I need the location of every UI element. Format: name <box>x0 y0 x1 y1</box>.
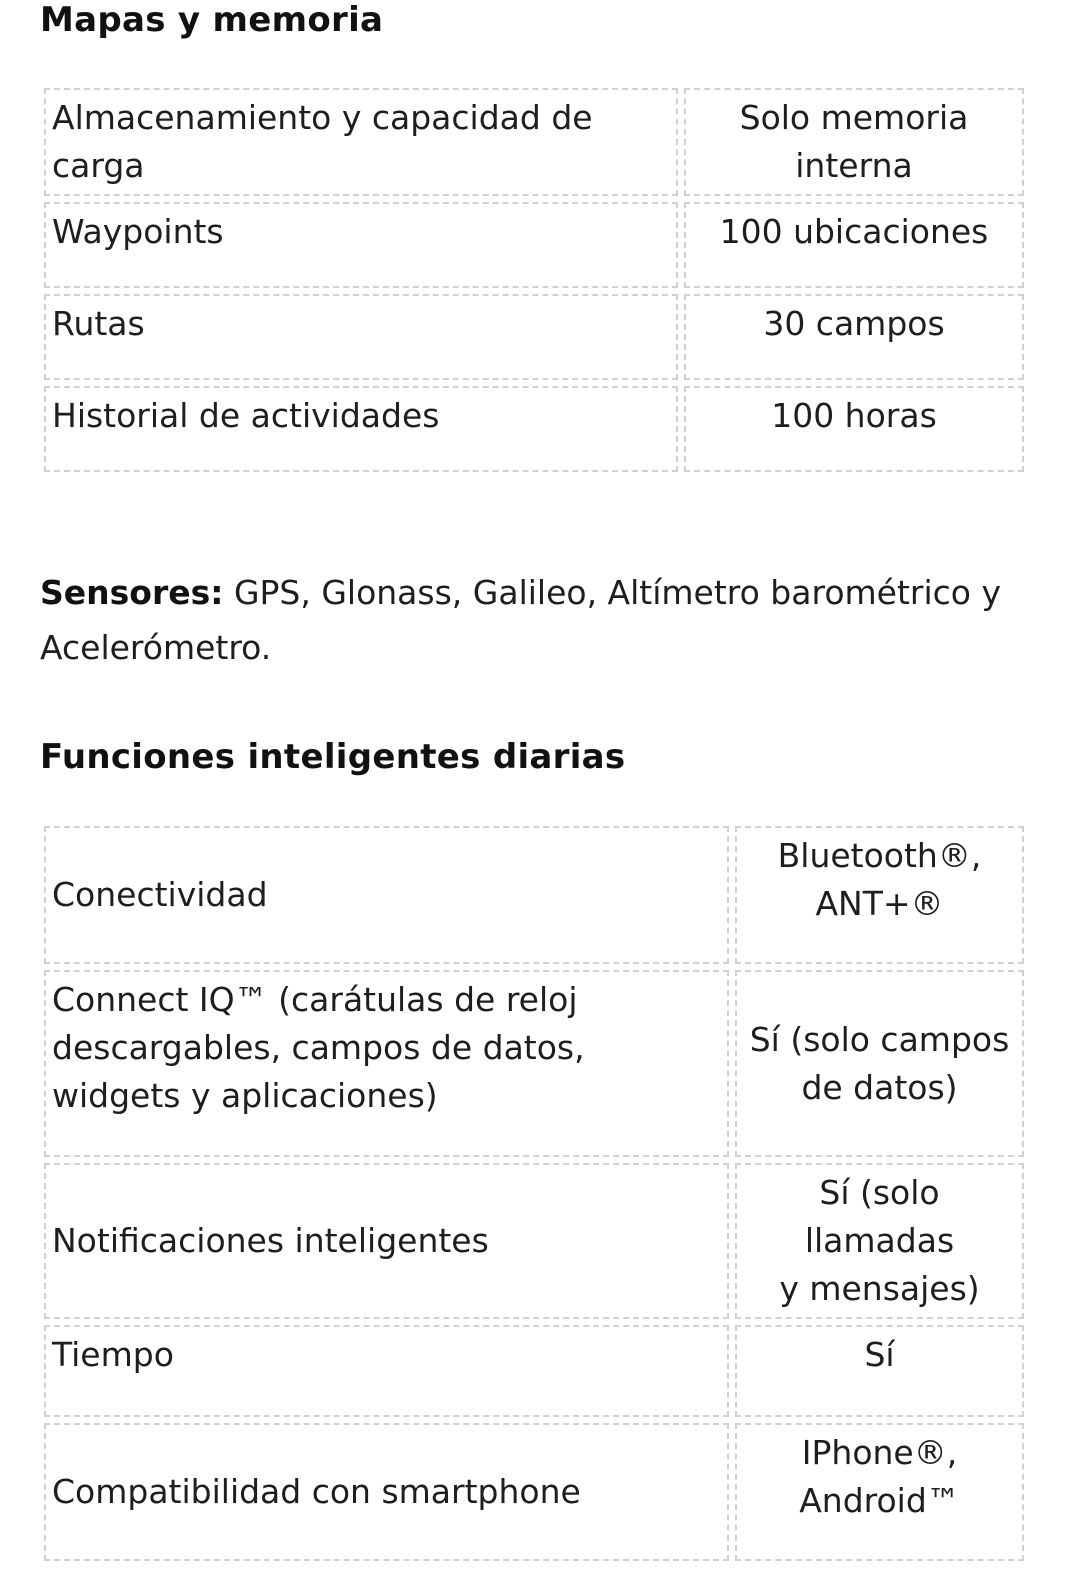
table-row <box>44 294 1024 380</box>
smart-features-heading: Funciones inteligentes diarias <box>40 737 626 777</box>
spec-value: 30 campos <box>684 294 1024 380</box>
spec-value <box>735 1325 1024 1417</box>
table-row <box>44 826 1024 964</box>
table-row <box>44 1325 1024 1417</box>
spec-value-line: Android™ <box>799 1481 960 1520</box>
sensors-label: Sensores: <box>40 573 224 612</box>
spec-label: Almacenamiento y capacidad de carga <box>44 88 678 196</box>
spec-label: Notificaciones inteligentes <box>44 1163 729 1319</box>
spec-value-line: de datos) <box>801 1067 958 1107</box>
spec-label: Compatibilidad con smartphone <box>44 1423 729 1561</box>
spec-value: 100 horas <box>684 386 1024 472</box>
spec-value-line: Sí (solo llamadas <box>804 1173 955 1260</box>
spec-value <box>735 826 1024 964</box>
spec-value-line: Sí <box>864 1335 895 1374</box>
spec-label: Tiempo <box>44 1325 729 1417</box>
maps-memory-table <box>38 82 1030 478</box>
spec-value <box>735 1423 1024 1561</box>
spec-label: Conectividad <box>44 826 729 964</box>
smart-features-table <box>38 820 1030 1567</box>
spec-value-line: Bluetooth®, <box>777 836 982 875</box>
spec-label: Rutas <box>44 294 678 380</box>
table-row <box>44 88 1024 196</box>
maps-memory-heading: Mapas y memoria <box>40 0 384 40</box>
spec-label: Connect IQ™ (carátulas de reloj descargables, campos de datos, widgets y aplicaciones) <box>44 970 729 1157</box>
spec-value-line: y mensajes) <box>779 1269 980 1308</box>
table-row <box>44 386 1024 472</box>
spec-label: Historial de actividades <box>44 386 678 472</box>
spec-label: Waypoints <box>44 202 678 288</box>
spec-value: 100 ubicaciones <box>684 202 1024 288</box>
spec-value-line: Sí (solo campos <box>749 1019 1010 1059</box>
spec-value <box>735 970 1024 1157</box>
table-row <box>44 1163 1024 1319</box>
spec-value: Solo memoria interna <box>684 88 1024 196</box>
table-row <box>44 202 1024 288</box>
table-row <box>44 970 1024 1157</box>
spec-value <box>735 1163 1024 1319</box>
sensors-text: GPS, Glonass, Galileo, Altímetro barométrico y Acelerómetro. <box>40 573 1001 667</box>
sensors-paragraph <box>40 565 1030 675</box>
spec-value-line: ANT+® <box>815 884 944 923</box>
spec-value-line: IPhone®, <box>801 1433 958 1472</box>
table-row <box>44 1423 1024 1561</box>
